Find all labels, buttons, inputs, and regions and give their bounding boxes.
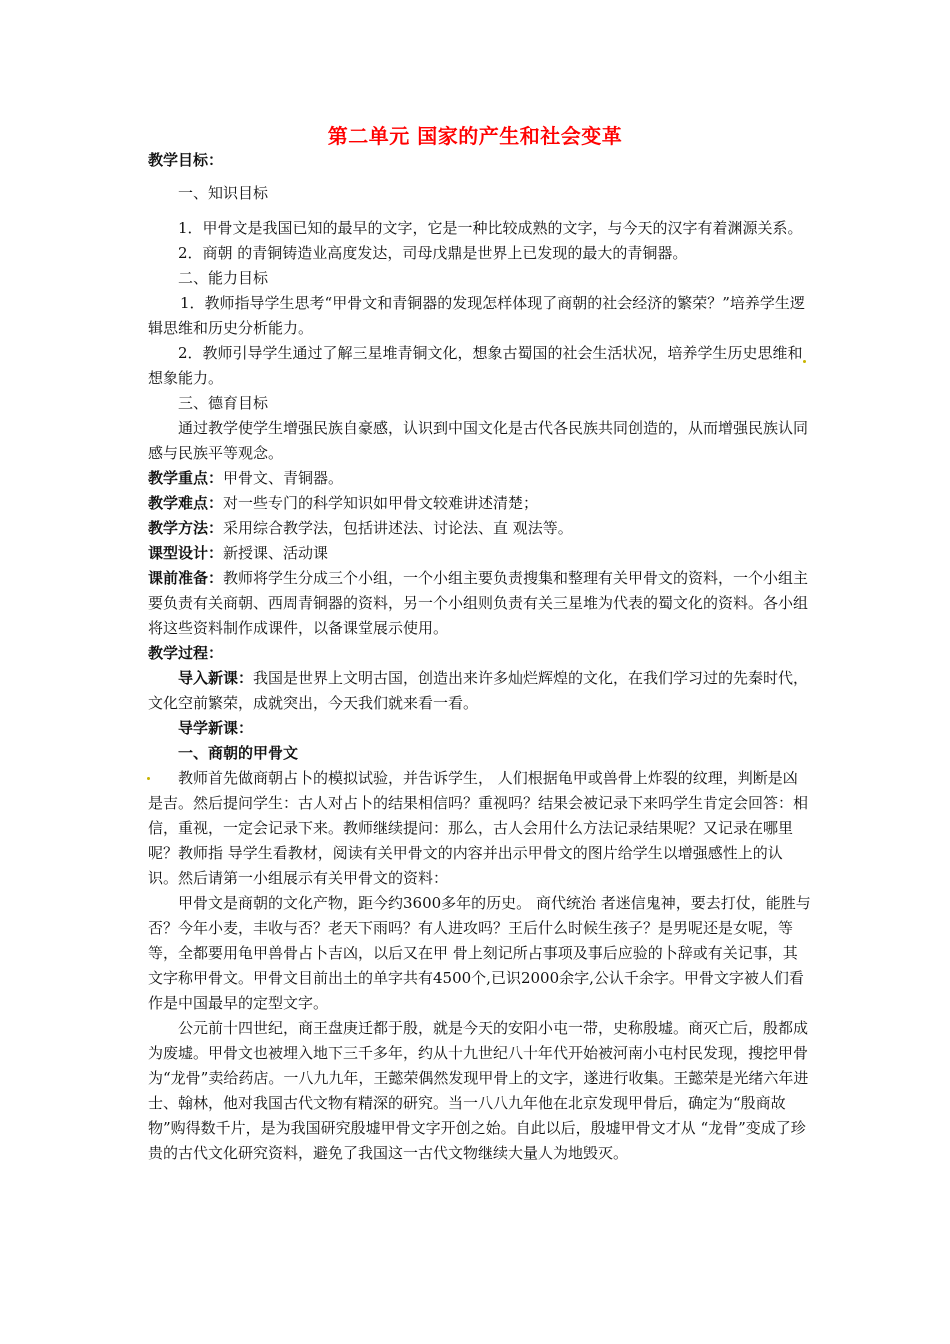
preparation-label: 课前准备：	[148, 569, 224, 587]
lesson-type-label: 课型设计：	[148, 544, 224, 562]
document-body	[148, 148, 812, 1166]
process-heading: 教学过程：	[148, 644, 224, 662]
key-points-line	[148, 466, 812, 491]
body-paragraph-2: 甲骨文是商朝的文化产物，距今约3600多年的历史。 商代统治 者迷信鬼神，要去打仗，能胜与否？今年小麦，丰收与否？老天下雨吗？有人进攻吗？王后什么时候生孩子？是男呢还是女呢，等等，全都要用龟甲兽骨占卜吉凶，以后又在甲 骨上刻记所占事项及事后应验的卜辞或有关记事，其文字称甲骨文。甲骨文目前出土的单字共有4500个,已识2000余字,公认千余字。甲骨文字被人们看作是中国最早的定型文字。	[148, 894, 811, 1012]
intro-line	[148, 666, 812, 716]
intro-text: 我国是世界上文明古国，创造出来许多灿烂辉煌的文化，在我们学习过的先秦时代，文化空前繁荣，成就突出，今天我们就来看一看。	[148, 669, 809, 712]
body-paragraph-3: 公元前十四世纪，商王盘庚迁都于殷，就是今天的安阳小屯一带，史称殷墟。商灭亡后，殷都成为废墟。甲骨文也被埋入地下三千多年，约从十九世纪八十年代开始被河南小屯村民发现，搜挖甲骨为“龙骨”卖给药店。一八九九年，王懿荣偶然发现甲骨上的文字，遂进行收集。王懿荣是光绪六年进士、翰林，他对我国古代文物有精深的研究。当一八八九年他在北京发现甲骨后，确定为“殷商故物”购得数千片，是为我国研究殷墟甲骨文字开创之始。自此以后，殷墟甲骨文才从 “龙骨”变成了珍贵的古代文化研究资料，避免了我国这一古代文物继续大量人为地毁灭。	[148, 1019, 809, 1162]
key-points-text: 甲骨文、青铜器。	[223, 469, 344, 487]
goals-heading: 教学目标：	[148, 151, 224, 169]
scan-speck	[803, 360, 806, 363]
method-label: 教学方法：	[148, 519, 224, 537]
lesson-type-line	[148, 541, 812, 566]
section1-heading: 一、商朝的甲骨文	[178, 744, 299, 762]
preparation-line	[148, 566, 812, 641]
knowledge-heading: 一、知识目标	[178, 184, 269, 202]
body-paragraph-1: 教师首先做商朝占卜的模拟试验，并告诉学生， 人们根据龟甲或兽骨上炸裂的纹理，判断是凶是吉。然后提问学生：古人对占卜的结果相信吗？重视吗？结果会被记录下来吗学生肯定会回答：相信，重视，一定会记录下来。教师继续提问：那么，古人会用什么方法记录结果呢？又记录在哪里呢？教师指 导学生看教材，阅读有关甲骨文的内容并出示甲骨文的图片给学生以增强感性上的认识。然后请第一小组展示有关甲骨文的资料：	[148, 769, 809, 887]
difficulty-line	[148, 491, 812, 516]
key-points-label: 教学重点：	[148, 469, 224, 487]
moral-heading: 三、德育目标	[178, 394, 269, 412]
intro-label: 导入新课：	[178, 669, 254, 687]
preparation-text: 教师将学生分成三个小组，一个小组主要负责搜集和整理有关甲骨文的资料，一个小组主要负责有关商朝、西周青铜器的资料，另一个小组则负责有关三星堆为代表的蜀文化的资料。各小组将这些资料制作成课件，以备课堂展示使用。	[148, 569, 809, 637]
knowledge-item-2: 2．商朝 的青铜铸造业高度发达，司母戊鼎是世界上已发现的最大的青铜器。	[178, 244, 688, 262]
moral-item-1: 通过教学使学生增强民族自豪感，认识到中国文化是古代各民族共同创造的，从而增强民族认同感与民族平等观念。	[148, 419, 809, 462]
method-line	[148, 516, 812, 541]
ability-heading: 二、能力目标	[178, 269, 269, 287]
difficulty-label: 教学难点：	[148, 494, 224, 512]
document-title: 第二单元 国家的产生和社会变革	[327, 124, 623, 148]
new-lesson-heading: 导学新课：	[178, 719, 254, 737]
knowledge-item-1: 1．甲骨文是我国已知的最早的文字，它是一种比较成熟的文字，与今天的汉字有着渊源关系。	[178, 219, 803, 237]
method-text: 采用综合教学法，包括讲述法、讨论法、直 观法等。	[223, 519, 573, 537]
scan-speck	[147, 777, 150, 780]
ability-item-1: 1．教师指导学生思考“甲骨文和青铜器的发现怎样体现了商朝的社会经济的繁荣？”培养学生逻辑思维和历史分析能力。	[148, 294, 805, 337]
difficulty-text: 对一些专门的科学知识如甲骨文较难讲述清楚；	[223, 494, 539, 512]
lesson-type-text: 新授课、活动课	[223, 544, 329, 562]
ability-item-2: 2．教师引导学生通过了解三星堆青铜文化，想象古蜀国的社会生活状况，培养学生历史思维和想象能力。	[148, 344, 803, 387]
